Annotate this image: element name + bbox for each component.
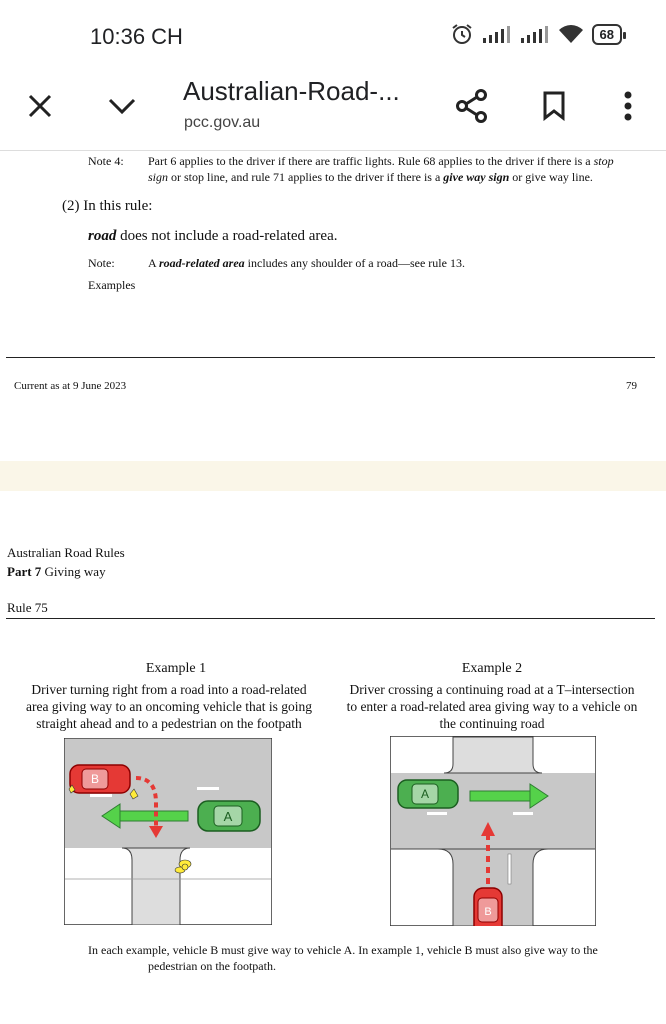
- rule-label: Rule 75: [7, 600, 48, 615]
- caption-line2: pedestrian on the footpath.: [148, 959, 276, 973]
- bookmark-icon: [542, 91, 566, 121]
- example2-diagram: [390, 736, 596, 926]
- minimize-button[interactable]: [98, 82, 146, 130]
- note4-line2: sign or stop line, and rule 71 applies to the driver if there is a give way sign or give way line.: [148, 170, 593, 184]
- signal-icon: [482, 24, 512, 44]
- battery-level: 68: [592, 24, 622, 45]
- chevron-down-icon: [107, 96, 137, 116]
- close-icon: [27, 93, 53, 119]
- car-a-2: [398, 780, 458, 808]
- alarm-icon: [450, 22, 474, 46]
- page-gap: [0, 461, 666, 491]
- share-icon: [455, 89, 489, 123]
- example1-title: Example 1: [145, 661, 207, 676]
- footer-rule: [6, 357, 655, 358]
- example1-diagram: [64, 738, 272, 925]
- page-title: Australian-Road-...: [183, 76, 400, 106]
- car-a: [198, 801, 260, 831]
- car-b-label: B: [90, 772, 100, 786]
- part-header: Part 7 Giving way: [7, 564, 106, 579]
- note4-label: Note 4:: [88, 154, 124, 168]
- car-b-2-label: B: [484, 906, 492, 918]
- footer-date: Current as at 9 June 2023: [14, 380, 127, 392]
- more-menu-button[interactable]: [604, 82, 652, 130]
- example2-title: Example 2: [461, 661, 523, 676]
- status-icons: [450, 22, 622, 46]
- definition-road: road does not include a road-related area.: [88, 228, 338, 244]
- header-rule: [6, 618, 655, 619]
- status-time: 10:36 CH: [90, 24, 183, 49]
- pdf-document[interactable]: [0, 151, 666, 1024]
- car-a-2-label: A: [420, 787, 430, 801]
- share-button[interactable]: [448, 82, 496, 130]
- note4-line1: Part 6 applies to the driver if there are traffic lights. Rule 68 applies to the driver if there is a stop: [148, 154, 614, 168]
- car-b-2: [474, 888, 502, 926]
- road-related-area: [122, 848, 190, 925]
- example2-desc-2: to enter a road-related area giving way to a vehicle on: [346, 699, 638, 714]
- close-button[interactable]: [16, 82, 64, 130]
- example1-desc-1: Driver turning right from a road into a road-related: [31, 682, 307, 697]
- example2-desc-3: the continuing road: [439, 716, 545, 731]
- custom-tab-toolbar: [0, 68, 666, 151]
- example1-desc-2: area giving way to an oncoming vehicle that is going: [25, 699, 313, 714]
- bookmark-button[interactable]: [530, 82, 578, 130]
- note-label: Note:: [88, 256, 115, 270]
- caption-line1: In each example, vehicle B must give way to vehicle A. In example 1, vehicle B must also give way to the: [88, 943, 598, 957]
- signal-icon-2: [520, 24, 550, 44]
- page-number: 79: [626, 380, 637, 392]
- status-bar: [0, 0, 666, 68]
- car-b: [70, 765, 130, 793]
- example1-desc-3: straight ahead and to a pedestrian on the footpath: [36, 716, 302, 731]
- example2-desc-1: Driver crossing a continuing road at a T–intersection: [349, 682, 635, 697]
- more-vert-icon: [623, 91, 633, 121]
- wifi-icon: [558, 23, 584, 45]
- car-a-label: A: [223, 809, 233, 824]
- page-host: pcc.gov.au: [184, 114, 261, 131]
- examples-label: Examples: [88, 278, 136, 292]
- subrule-2: (2) In this rule:: [62, 198, 153, 214]
- running-header: Australian Road Rules: [7, 545, 125, 560]
- note-text: A road-related area includes any shoulder of a road—see rule 13.: [148, 256, 465, 270]
